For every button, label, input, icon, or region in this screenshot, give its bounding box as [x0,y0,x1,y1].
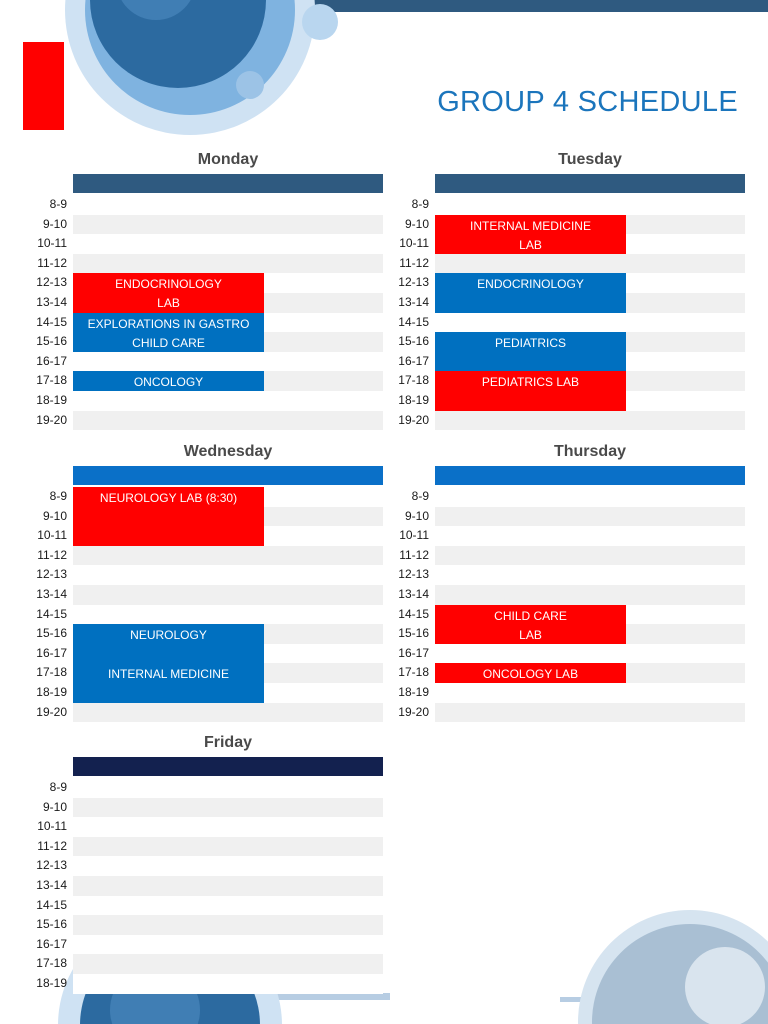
schedule-event [435,663,626,683]
event-label: ONCOLOGY [133,375,204,390]
time-label: 11-12 [399,547,429,562]
time-row [435,585,745,605]
time-label: 11-12 [399,255,429,270]
time-label: 16-17 [398,645,429,660]
time-row [73,546,383,566]
event-label: LAB [519,237,542,252]
time-row [73,585,383,605]
time-row [73,778,383,798]
time-label: 12-13 [36,567,67,582]
schedule-event [73,332,264,352]
time-label: 10-11 [399,528,429,543]
day-header-bar [73,757,383,776]
event-label: CHILD CARE [494,608,567,623]
schedule-event [73,663,264,702]
time-row [73,605,383,625]
time-label: 10-11 [399,236,429,251]
time-label: 10-11 [37,819,67,834]
time-row [73,391,383,411]
schedule-event [73,371,264,391]
schedule-event [435,273,626,312]
day-name: Monday [197,151,259,168]
time-row [73,837,383,857]
time-label: 14-15 [398,606,429,621]
time-label: 19-20 [398,412,429,427]
event-label: NEUROLOGY [130,628,207,643]
day-header-bar [73,174,383,193]
schedule-event [73,624,264,663]
time-row [435,313,745,333]
time-label: 19-20 [36,704,67,719]
time-label: 9-10 [42,799,67,814]
time-row [435,411,745,431]
time-label: 13-14 [398,587,429,601]
time-label: 12-13 [398,275,429,290]
schedule-event [435,605,626,644]
schedule-event [73,313,264,333]
time-label: 17-18 [36,956,67,971]
time-label: 8-9 [49,489,67,503]
time-row [73,876,383,896]
time-label: 17-18 [36,373,67,388]
time-label: 11-12 [37,547,67,562]
time-row [73,935,383,955]
time-label: 9-10 [404,508,429,523]
time-row [73,352,383,372]
event-label: LAB [519,627,542,642]
time-label: 12-13 [36,275,67,290]
day-name: Thursday [553,443,626,460]
event-label: INTERNAL MEDICINE [470,218,591,233]
event-label: CHILD CARE [132,336,205,351]
event-label: ENDOCRINOLOGY [115,277,222,292]
day-name: Friday [203,734,252,751]
time-label: 14-15 [36,314,67,329]
time-row [73,234,383,254]
time-label: 12-13 [398,567,429,582]
time-row [435,546,745,566]
time-label: 15-16 [36,334,67,349]
time-label: 16-17 [398,353,429,368]
sphere-decoration-bottom-right [560,912,768,1024]
event-label: INTERNAL MEDICINE [108,667,229,682]
time-label: 13-14 [36,878,67,892]
time-label: 14-15 [398,314,429,329]
time-label: 8-9 [49,780,67,794]
time-row [73,798,383,818]
time-row [73,215,383,235]
event-label: PEDIATRICS [494,336,567,351]
time-label: 12-13 [36,858,67,873]
schedule-event [435,332,626,371]
schedule-event [435,371,626,410]
time-label: 8-9 [49,197,67,211]
time-label: 16-17 [36,353,67,368]
small-bubble [302,4,338,40]
page-title: GROUP 4 SCHEDULE [437,86,738,118]
schedule-event [73,273,264,312]
day-header-bar [435,466,745,485]
time-label: 18-19 [36,393,67,407]
schedule-event [73,487,264,546]
day-name: Wednesday [183,443,273,460]
schedule-event [435,215,626,254]
time-row [73,817,383,837]
time-row [73,856,383,876]
event-label: ENDOCRINOLOGY [477,277,584,292]
time-label: 15-16 [36,917,67,932]
time-row [435,644,745,664]
time-label: 16-17 [36,936,67,951]
time-label: 13-14 [398,295,429,309]
time-label: 15-16 [398,626,429,641]
event-label: PEDIATRICS LAB [481,375,580,390]
time-label: 18-19 [398,393,429,407]
time-label: 19-20 [36,412,67,427]
time-row [435,526,745,546]
small-bubble [236,71,264,99]
event-label: EXPLORATIONS IN GASTRO [87,316,250,331]
time-label: 18-19 [36,976,67,990]
day-header-bar [73,466,383,485]
red-accent-block [23,42,64,130]
event-label: LAB [157,296,180,311]
time-label: 17-18 [36,665,67,680]
time-label: 15-16 [36,626,67,641]
time-label: 10-11 [37,528,67,543]
sphere-highlight [685,947,765,1024]
time-label: 13-14 [36,295,67,309]
time-label: 14-15 [36,606,67,621]
time-label: 16-17 [36,645,67,660]
event-label: ONCOLOGY LAB [482,667,579,682]
time-label: 18-19 [398,685,429,699]
time-label: 8-9 [411,197,429,211]
time-row [435,565,745,585]
time-row [73,703,383,723]
time-label: 11-12 [37,255,67,270]
time-label: 15-16 [398,334,429,349]
time-label: 17-18 [398,373,429,388]
time-row [435,254,745,274]
time-label: 10-11 [37,236,67,251]
time-label: 14-15 [36,897,67,912]
time-label: 11-12 [37,838,67,853]
time-row [73,565,383,585]
time-row [435,683,745,703]
time-row [73,915,383,935]
time-row [435,703,745,723]
time-label: 9-10 [42,216,67,231]
time-row [73,896,383,916]
sphere-decoration-top [60,0,340,140]
time-label: 9-10 [42,508,67,523]
time-label: 9-10 [404,216,429,231]
time-row [435,507,745,527]
time-row [435,487,745,507]
day-header-bar [435,174,745,193]
time-label: 18-19 [36,685,67,699]
time-label: 8-9 [411,489,429,503]
time-label: 13-14 [36,587,67,601]
time-row [73,974,383,994]
time-row [73,411,383,431]
time-row [73,254,383,274]
time-label: 17-18 [398,665,429,680]
event-label: NEUROLOGY LAB (8:30) [99,491,238,505]
day-name: Tuesday [558,151,622,168]
time-row [73,195,383,215]
time-label: 19-20 [398,704,429,719]
time-row [73,954,383,974]
time-row [435,195,745,215]
